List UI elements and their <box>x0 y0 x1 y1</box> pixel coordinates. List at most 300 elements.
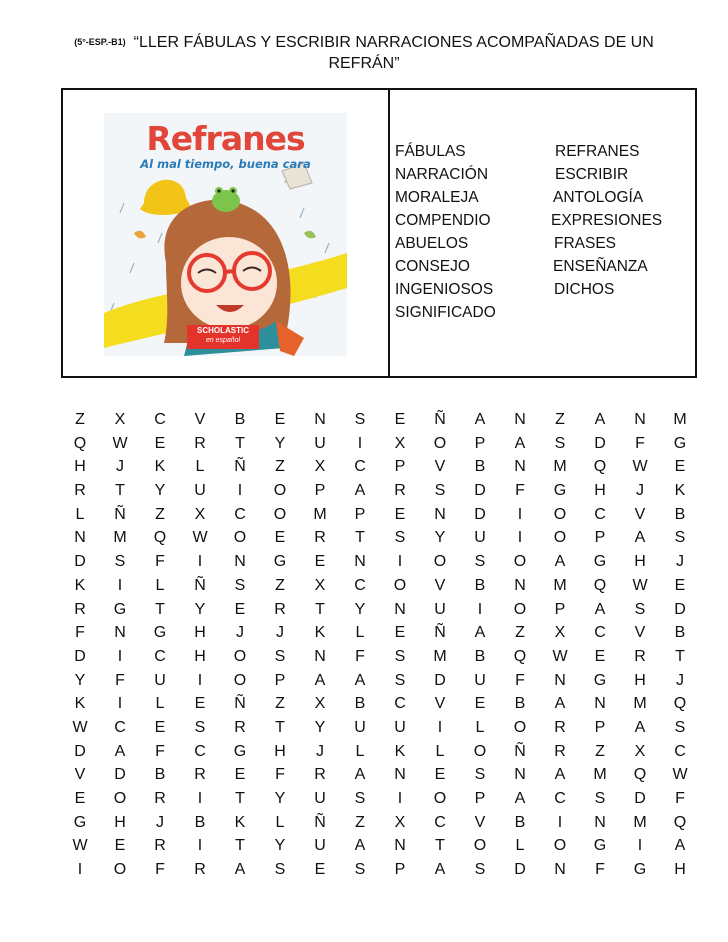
grid-letter[interactable]: I <box>117 647 123 665</box>
grid-letter[interactable]: A <box>354 766 366 784</box>
grid-letter[interactable]: C <box>114 718 126 736</box>
grid-letter[interactable]: S <box>594 790 606 807</box>
grid-letter[interactable]: B <box>474 458 486 476</box>
grid-letter[interactable]: I <box>77 861 83 879</box>
grid-letter[interactable]: I <box>557 813 563 831</box>
grid-letter[interactable]: E <box>234 766 246 784</box>
grid-letter[interactable]: N <box>74 529 86 547</box>
grid-letter[interactable]: D <box>434 671 446 689</box>
grid-letter[interactable]: G <box>593 671 607 689</box>
grid-letter[interactable]: A <box>314 671 326 689</box>
grid-letter[interactable]: B <box>154 766 166 784</box>
grid-letter[interactable]: D <box>634 790 646 807</box>
grid-letter[interactable]: S <box>474 861 486 879</box>
grid-letter[interactable]: G <box>633 861 647 879</box>
grid-letter[interactable]: Ñ <box>434 411 446 428</box>
grid-letter[interactable]: Y <box>314 718 326 736</box>
grid-letter[interactable]: C <box>394 695 406 713</box>
grid-letter[interactable]: C <box>554 790 566 807</box>
grid-letter[interactable]: L <box>75 505 85 523</box>
grid-letter[interactable]: K <box>74 695 86 713</box>
grid-letter[interactable]: K <box>674 482 686 500</box>
grid-letter[interactable]: M <box>593 766 607 784</box>
grid-letter[interactable]: E <box>314 553 326 571</box>
grid-letter[interactable]: B <box>514 695 526 713</box>
grid-letter[interactable]: F <box>355 647 365 665</box>
grid-letter[interactable]: G <box>593 837 607 855</box>
grid-letter[interactable]: I <box>197 790 203 807</box>
grid-letter[interactable]: D <box>74 647 86 665</box>
grid-letter[interactable]: J <box>676 553 684 571</box>
grid-letter[interactable]: A <box>234 861 246 879</box>
grid-letter[interactable]: B <box>234 411 246 428</box>
grid-letter[interactable]: O <box>473 742 487 760</box>
grid-letter[interactable]: E <box>114 837 126 855</box>
grid-letter[interactable]: N <box>634 411 646 428</box>
grid-letter[interactable]: Ñ <box>234 695 246 713</box>
grid-letter[interactable]: F <box>155 861 165 879</box>
grid-letter[interactable]: O <box>513 600 527 618</box>
grid-letter[interactable]: R <box>554 742 566 760</box>
grid-letter[interactable]: O <box>273 505 287 523</box>
grid-letter[interactable]: G <box>73 813 87 831</box>
grid-letter[interactable]: P <box>474 434 486 452</box>
grid-letter[interactable]: R <box>194 434 206 452</box>
grid-letter[interactable]: K <box>314 624 326 642</box>
grid-letter[interactable]: X <box>634 742 646 760</box>
grid-letter[interactable]: A <box>554 766 566 784</box>
grid-letter[interactable]: Q <box>513 647 527 665</box>
grid-letter[interactable]: I <box>437 718 443 736</box>
grid-letter[interactable]: Q <box>593 458 607 476</box>
grid-letter[interactable]: J <box>676 671 684 689</box>
grid-letter[interactable]: N <box>514 458 526 476</box>
grid-letter[interactable]: L <box>155 576 165 594</box>
grid-letter[interactable]: U <box>474 529 486 547</box>
grid-letter[interactable]: W <box>72 837 88 855</box>
grid-letter[interactable]: F <box>515 482 525 500</box>
grid-letter[interactable]: S <box>274 647 286 665</box>
grid-letter[interactable]: Y <box>74 671 86 689</box>
grid-letter[interactable]: A <box>434 861 446 879</box>
grid-letter[interactable]: N <box>394 600 406 618</box>
grid-letter[interactable]: E <box>594 647 606 665</box>
grid-letter[interactable]: N <box>354 553 366 571</box>
grid-letter[interactable]: L <box>195 458 205 476</box>
grid-letter[interactable]: L <box>475 718 485 736</box>
grid-letter[interactable]: Y <box>154 482 166 500</box>
grid-letter[interactable]: S <box>354 790 366 807</box>
grid-letter[interactable]: N <box>594 813 606 831</box>
grid-letter[interactable]: F <box>515 671 525 689</box>
grid-letter[interactable]: I <box>117 695 123 713</box>
grid-letter[interactable]: P <box>594 718 606 736</box>
grid-letter[interactable]: O <box>513 553 527 571</box>
grid-letter[interactable]: J <box>156 813 164 831</box>
grid-letter[interactable]: D <box>114 766 126 784</box>
grid-letter[interactable]: C <box>194 742 206 760</box>
grid-letter[interactable]: N <box>434 505 446 523</box>
grid-letter[interactable]: E <box>394 505 406 523</box>
grid-letter[interactable]: R <box>194 766 206 784</box>
grid-letter[interactable]: N <box>554 861 566 879</box>
grid-letter[interactable]: A <box>514 434 526 452</box>
grid-letter[interactable]: X <box>554 624 566 642</box>
grid-letter[interactable]: R <box>74 600 86 618</box>
grid-letter[interactable]: N <box>314 647 326 665</box>
grid-letter[interactable]: T <box>435 837 445 855</box>
grid-letter[interactable]: R <box>314 766 326 784</box>
grid-letter[interactable]: F <box>675 790 685 807</box>
grid-letter[interactable]: T <box>235 837 245 855</box>
grid-letter[interactable]: K <box>154 458 166 476</box>
grid-letter[interactable]: Ñ <box>514 742 526 760</box>
grid-letter[interactable]: O <box>233 647 247 665</box>
grid-letter[interactable]: H <box>674 861 686 879</box>
grid-letter[interactable]: N <box>594 695 606 713</box>
grid-letter[interactable]: Z <box>75 411 85 428</box>
grid-letter[interactable]: Q <box>673 695 687 713</box>
grid-letter[interactable]: C <box>234 505 246 523</box>
grid-letter[interactable]: F <box>595 861 605 879</box>
grid-letter[interactable]: O <box>473 837 487 855</box>
grid-letter[interactable]: O <box>433 790 447 807</box>
grid-letter[interactable]: S <box>474 766 486 784</box>
grid-letter[interactable]: U <box>314 837 326 855</box>
grid-letter[interactable]: Y <box>274 434 286 452</box>
grid-letter[interactable]: F <box>115 671 125 689</box>
grid-letter[interactable]: S <box>674 718 686 736</box>
grid-letter[interactable]: A <box>514 790 526 807</box>
grid-letter[interactable]: Ñ <box>234 458 246 476</box>
grid-letter[interactable]: Z <box>275 458 285 476</box>
grid-letter[interactable]: M <box>553 576 567 594</box>
grid-letter[interactable]: A <box>474 624 486 642</box>
grid-letter[interactable]: A <box>634 718 646 736</box>
grid-letter[interactable]: E <box>394 624 406 642</box>
grid-letter[interactable]: A <box>554 695 566 713</box>
grid-letter[interactable]: P <box>314 482 326 500</box>
grid-letter[interactable]: X <box>394 434 406 452</box>
grid-letter[interactable]: O <box>393 576 407 594</box>
grid-letter[interactable]: N <box>114 624 126 642</box>
grid-letter[interactable]: V <box>434 695 446 713</box>
grid-letter[interactable]: R <box>154 790 166 807</box>
grid-letter[interactable]: U <box>354 718 366 736</box>
grid-letter[interactable]: B <box>194 813 206 831</box>
grid-letter[interactable]: C <box>674 742 686 760</box>
grid-letter[interactable]: U <box>194 482 206 500</box>
grid-letter[interactable]: R <box>314 529 326 547</box>
grid-letter[interactable]: S <box>394 529 406 547</box>
grid-letter[interactable]: P <box>554 600 566 618</box>
grid-letter[interactable]: H <box>194 624 206 642</box>
grid-letter[interactable]: C <box>154 411 166 428</box>
grid-letter[interactable]: W <box>192 529 208 547</box>
grid-letter[interactable]: M <box>113 529 127 547</box>
grid-letter[interactable]: L <box>435 742 445 760</box>
grid-letter[interactable]: B <box>354 695 366 713</box>
grid-letter[interactable]: T <box>235 434 245 452</box>
grid-letter[interactable]: R <box>394 482 406 500</box>
grid-letter[interactable]: I <box>397 790 403 807</box>
grid-letter[interactable]: N <box>234 553 246 571</box>
grid-letter[interactable]: D <box>674 600 686 618</box>
grid-letter[interactable]: V <box>634 505 646 523</box>
grid-letter[interactable]: Y <box>274 837 286 855</box>
grid-letter[interactable]: I <box>117 576 123 594</box>
grid-letter[interactable]: O <box>433 553 447 571</box>
grid-letter[interactable]: E <box>154 434 166 452</box>
grid-letter[interactable]: E <box>274 529 286 547</box>
grid-letter[interactable]: U <box>394 718 406 736</box>
grid-letter[interactable]: S <box>474 553 486 571</box>
grid-letter[interactable]: S <box>674 529 686 547</box>
grid-letter[interactable]: W <box>672 766 688 784</box>
grid-letter[interactable]: O <box>233 529 247 547</box>
grid-letter[interactable]: Z <box>275 695 285 713</box>
grid-letter[interactable]: G <box>153 624 167 642</box>
grid-letter[interactable]: J <box>236 624 244 642</box>
grid-letter[interactable]: K <box>394 742 406 760</box>
grid-letter[interactable]: C <box>354 576 366 594</box>
grid-letter[interactable]: T <box>675 647 685 665</box>
grid-letter[interactable]: H <box>194 647 206 665</box>
grid-letter[interactable]: I <box>517 505 523 523</box>
grid-letter[interactable]: W <box>632 576 648 594</box>
grid-letter[interactable]: I <box>517 529 523 547</box>
grid-letter[interactable]: A <box>594 600 606 618</box>
grid-letter[interactable]: U <box>314 790 326 807</box>
grid-letter[interactable]: E <box>674 576 686 594</box>
grid-letter[interactable]: T <box>355 529 365 547</box>
grid-letter[interactable]: Z <box>555 411 565 428</box>
grid-letter[interactable]: V <box>434 576 446 594</box>
grid-letter[interactable]: S <box>434 482 446 500</box>
grid-letter[interactable]: O <box>553 837 567 855</box>
grid-letter[interactable]: V <box>634 624 646 642</box>
grid-letter[interactable]: F <box>155 742 165 760</box>
grid-letter[interactable]: G <box>593 553 607 571</box>
grid-letter[interactable]: A <box>674 837 686 855</box>
grid-letter[interactable]: U <box>154 671 166 689</box>
grid-letter[interactable]: E <box>314 861 326 879</box>
grid-letter[interactable]: R <box>554 718 566 736</box>
grid-letter[interactable]: O <box>553 529 567 547</box>
grid-letter[interactable]: I <box>357 434 363 452</box>
grid-letter[interactable]: M <box>633 813 647 831</box>
grid-letter[interactable]: M <box>553 458 567 476</box>
grid-letter[interactable]: S <box>234 576 246 594</box>
grid-letter[interactable]: P <box>274 671 286 689</box>
grid-letter[interactable]: O <box>553 505 567 523</box>
grid-letter[interactable]: A <box>634 529 646 547</box>
grid-letter[interactable]: D <box>474 505 486 523</box>
grid-letter[interactable]: E <box>194 695 206 713</box>
grid-letter[interactable]: R <box>74 482 86 500</box>
grid-letter[interactable]: T <box>115 482 125 500</box>
grid-letter[interactable]: D <box>474 482 486 500</box>
grid-letter[interactable]: B <box>474 647 486 665</box>
grid-letter[interactable]: I <box>477 600 483 618</box>
grid-letter[interactable]: C <box>594 624 606 642</box>
grid-letter[interactable]: F <box>75 624 85 642</box>
grid-letter[interactable]: A <box>594 411 606 428</box>
grid-letter[interactable]: O <box>113 861 127 879</box>
grid-letter[interactable]: W <box>72 718 88 736</box>
grid-letter[interactable]: Y <box>274 790 286 807</box>
grid-letter[interactable]: L <box>275 813 285 831</box>
grid-letter[interactable]: B <box>474 576 486 594</box>
grid-letter[interactable]: X <box>394 813 406 831</box>
grid-letter[interactable]: N <box>514 576 526 594</box>
grid-letter[interactable]: Y <box>434 529 446 547</box>
grid-letter[interactable]: O <box>233 671 247 689</box>
grid-letter[interactable]: W <box>552 647 568 665</box>
grid-letter[interactable]: T <box>235 790 245 807</box>
grid-letter[interactable]: Ñ <box>314 813 326 831</box>
grid-letter[interactable]: C <box>434 813 446 831</box>
grid-letter[interactable]: D <box>594 434 606 452</box>
grid-letter[interactable]: G <box>553 482 567 500</box>
grid-letter[interactable]: N <box>394 837 406 855</box>
grid-letter[interactable]: R <box>194 861 206 879</box>
grid-letter[interactable]: N <box>514 411 526 428</box>
grid-letter[interactable]: N <box>514 766 526 784</box>
grid-letter[interactable]: L <box>355 742 365 760</box>
grid-letter[interactable]: Y <box>194 600 206 618</box>
grid-letter[interactable]: N <box>314 411 326 428</box>
grid-letter[interactable]: S <box>394 647 406 665</box>
grid-letter[interactable]: M <box>673 411 687 428</box>
grid-letter[interactable]: H <box>634 671 646 689</box>
grid-letter[interactable]: M <box>633 695 647 713</box>
grid-letter[interactable]: O <box>513 718 527 736</box>
grid-letter[interactable]: X <box>114 411 126 428</box>
grid-letter[interactable]: E <box>434 766 446 784</box>
grid-letter[interactable]: E <box>274 411 286 428</box>
grid-letter[interactable]: X <box>314 576 326 594</box>
grid-letter[interactable]: N <box>554 671 566 689</box>
grid-letter[interactable]: I <box>397 553 403 571</box>
grid-letter[interactable]: T <box>315 600 325 618</box>
grid-letter[interactable]: S <box>194 718 206 736</box>
grid-letter[interactable]: U <box>434 600 446 618</box>
grid-letter[interactable]: R <box>154 837 166 855</box>
grid-letter[interactable]: C <box>354 458 366 476</box>
grid-letter[interactable]: S <box>274 861 286 879</box>
grid-letter[interactable]: M <box>433 647 447 665</box>
grid-letter[interactable]: B <box>674 624 686 642</box>
grid-letter[interactable]: O <box>433 434 447 452</box>
grid-letter[interactable]: A <box>354 837 366 855</box>
grid-letter[interactable]: Z <box>355 813 365 831</box>
grid-letter[interactable]: Z <box>275 576 285 594</box>
grid-letter[interactable]: I <box>637 837 643 855</box>
grid-letter[interactable]: C <box>594 505 606 523</box>
grid-letter[interactable]: G <box>113 600 127 618</box>
grid-letter[interactable]: B <box>674 505 686 523</box>
grid-letter[interactable]: H <box>114 813 126 831</box>
grid-letter[interactable]: T <box>275 718 285 736</box>
grid-letter[interactable]: R <box>634 647 646 665</box>
grid-letter[interactable]: X <box>314 695 326 713</box>
grid-letter[interactable]: J <box>276 624 284 642</box>
grid-letter[interactable]: P <box>474 790 486 807</box>
grid-letter[interactable]: S <box>114 553 126 571</box>
grid-letter[interactable]: G <box>273 553 287 571</box>
grid-letter[interactable]: F <box>635 434 645 452</box>
grid-letter[interactable]: S <box>634 600 646 618</box>
grid-letter[interactable]: G <box>233 742 247 760</box>
grid-letter[interactable]: P <box>594 529 606 547</box>
grid-letter[interactable]: H <box>634 553 646 571</box>
grid-letter[interactable]: Ñ <box>114 505 126 523</box>
grid-letter[interactable]: H <box>274 742 286 760</box>
grid-letter[interactable]: E <box>474 695 486 713</box>
grid-letter[interactable]: H <box>74 458 86 476</box>
grid-letter[interactable]: D <box>514 861 526 879</box>
grid-letter[interactable]: P <box>354 505 366 523</box>
grid-letter[interactable]: S <box>354 411 366 428</box>
grid-letter[interactable]: O <box>273 482 287 500</box>
grid-letter[interactable]: A <box>114 742 126 760</box>
grid-letter[interactable]: T <box>155 600 165 618</box>
grid-letter[interactable]: J <box>316 742 324 760</box>
grid-letter[interactable]: S <box>554 434 566 452</box>
grid-letter[interactable]: Ñ <box>194 576 206 594</box>
grid-letter[interactable]: V <box>434 458 446 476</box>
grid-letter[interactable]: A <box>554 553 566 571</box>
grid-letter[interactable]: Q <box>153 529 167 547</box>
grid-letter[interactable]: Y <box>354 600 366 618</box>
grid-letter[interactable]: I <box>197 671 203 689</box>
grid-letter[interactable]: L <box>355 624 365 642</box>
grid-letter[interactable]: I <box>197 553 203 571</box>
grid-letter[interactable]: D <box>74 742 86 760</box>
grid-letter[interactable]: N <box>394 766 406 784</box>
grid-letter[interactable]: V <box>74 766 86 784</box>
grid-letter[interactable]: F <box>155 553 165 571</box>
grid-letter[interactable]: U <box>474 671 486 689</box>
grid-letter[interactable]: R <box>274 600 286 618</box>
grid-letter[interactable]: Q <box>633 766 647 784</box>
grid-letter[interactable]: Z <box>595 742 605 760</box>
grid-letter[interactable]: U <box>314 434 326 452</box>
grid-letter[interactable]: E <box>74 790 86 807</box>
grid-letter[interactable]: X <box>194 505 206 523</box>
grid-letter[interactable]: A <box>354 671 366 689</box>
grid-letter[interactable]: S <box>354 861 366 879</box>
grid-letter[interactable]: Z <box>155 505 165 523</box>
grid-letter[interactable]: Q <box>673 813 687 831</box>
grid-letter[interactable]: G <box>673 434 687 452</box>
grid-letter[interactable]: D <box>74 553 86 571</box>
grid-letter[interactable]: Ñ <box>434 624 446 642</box>
grid-letter[interactable]: I <box>197 837 203 855</box>
grid-letter[interactable]: H <box>594 482 606 500</box>
grid-letter[interactable]: A <box>354 482 366 500</box>
grid-letter[interactable]: P <box>394 861 406 879</box>
grid-letter[interactable]: V <box>474 813 486 831</box>
grid-letter[interactable]: I <box>237 482 243 500</box>
grid-letter[interactable]: J <box>636 482 644 500</box>
grid-letter[interactable]: L <box>155 695 165 713</box>
grid-letter[interactable]: E <box>234 600 246 618</box>
grid-letter[interactable]: L <box>515 837 525 855</box>
grid-letter[interactable]: E <box>154 718 166 736</box>
grid-letter[interactable]: A <box>474 411 486 428</box>
